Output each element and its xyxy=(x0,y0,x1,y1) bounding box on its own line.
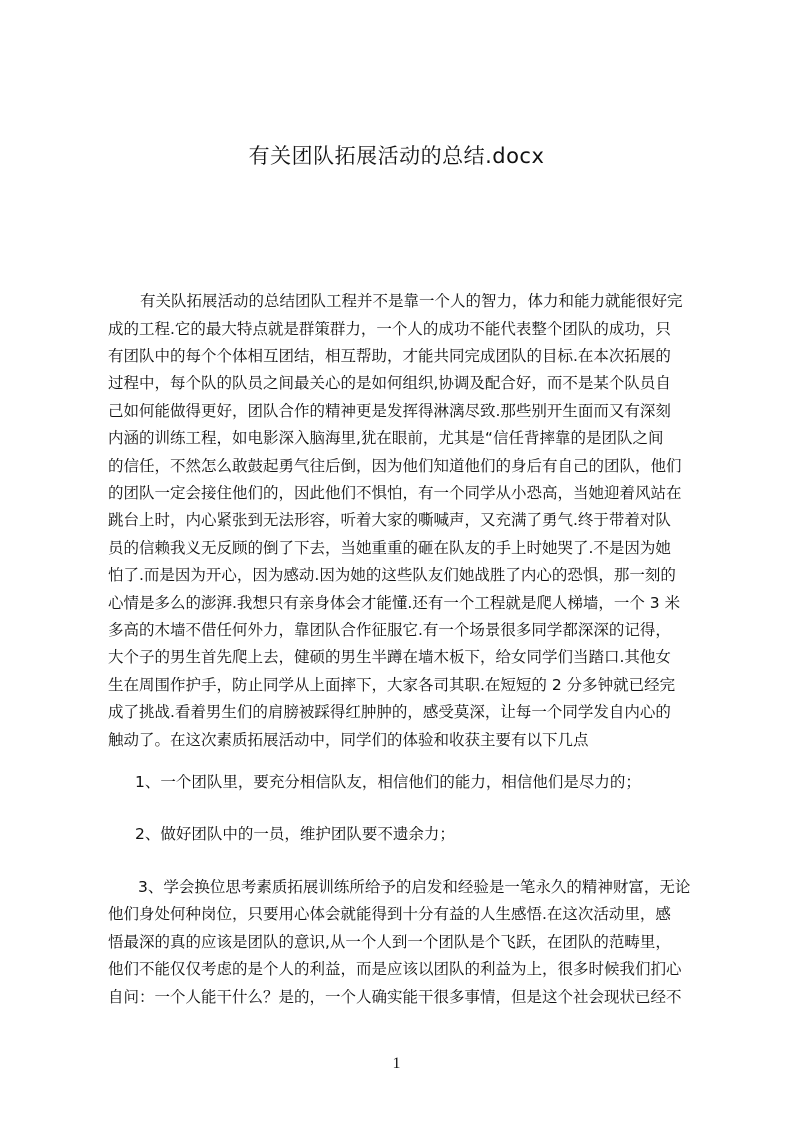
paragraph-line: 自问：一个人能干什么？是的，一个人确实能干很多事情，但是这个社会现状已经不 xyxy=(108,988,682,1006)
paragraph-line: 3、学会换位思考素质拓展训练所给予的启发和经验是一笔永久的精神财富，无论 xyxy=(138,878,691,896)
paragraph-line: 他们不能仅仅考虑的是个人的利益，而是应该以团队的利益为上，很多时候我们扪心 xyxy=(108,960,682,978)
paragraph-line: 过程中，每个队的队员之间最关心的是如何组织,协调及配合好，而不是某个队员自 xyxy=(108,374,671,392)
paragraph-line: 生在周围作护手，防止同学从上面摔下，大家各司其职.在短短的 2 分多钟就已经完 xyxy=(108,676,676,694)
paragraph-line: 有团队中的每个个体相互团结，相互帮助，才能共同完成团队的目标.在本次拓展的 xyxy=(108,347,671,365)
document-title: 有关团队拓展活动的总结.docx xyxy=(248,144,545,168)
list-item-1: 1、一个团队里，要充分相信队友，相信他们的能力，相信他们是尽力的； xyxy=(135,773,641,791)
page-number: 1 xyxy=(392,1055,401,1072)
paragraph-line: 己如何能做得更好，团队合作的精神更是发挥得淋漓尽致.那些别开生面而又有深刻 xyxy=(108,402,671,420)
paragraph-line: 触动了。在这次素质拓展活动中，同学们的体验和收获主要有以下几点 xyxy=(108,731,589,749)
paragraph-line: 成的工程.它的最大特点就是群策群力，一个人的成功不能代表整个团队的成功，只 xyxy=(108,320,671,338)
paragraph-line: 大个子的男生首先爬上去，健硕的男生半蹲在墙木板下，给女同学们当踏口.其他女 xyxy=(108,648,671,666)
paragraph-line: 的信任，不然怎么敢鼓起勇气往后倒，因为他们知道他们的身后有自己的团队，他们 xyxy=(108,457,682,475)
paragraph-line: 多高的木墙不借任何外力，靠团队合作征服它.有一个场景很多同学都深深的记得， xyxy=(108,621,671,639)
paragraph-line: 他们身处何种岗位，只要用心体会就能得到十分有益的人生感悟.在这次活动里，感 xyxy=(108,905,671,923)
paragraph-line: 的团队一定会接住他们的，因此他们不惧怕，有一个同学从小恐高，当她迎着风站在 xyxy=(108,484,682,502)
paragraph-line: 怕了.而是因为开心，因为感动.因为她的这些队友们她战胜了内心的恐惧，那一刻的 xyxy=(108,566,676,584)
paragraph-line: 跳台上时，内心紧张到无法形容，听着大家的嘶喊声，又充满了勇气.终于带着对队 xyxy=(108,511,671,529)
paragraph-line: 悟最深的真的应该是团队的意识,从一个人到一个团队是个飞跃，在团队的范畴里， xyxy=(108,933,671,951)
paragraph-line: 有关队拓展活动的总结团队工程并不是靠一个人的智力，体力和能力就能很好完 xyxy=(140,292,683,310)
paragraph-line: 内涵的训练工程，如电影深入脑海里,犹在眼前，尤其是“信任背摔靠的是团队之间 xyxy=(108,429,664,447)
paragraph-line: 员的信赖我义无反顾的倒了下去，当她重重的砸在队友的手上时她哭了.不是因为她 xyxy=(108,539,671,557)
paragraph-line: 成了挑战.看着男生们的肩膀被踩得红肿肿的，感受莫深，让每一个同学发自内心的 xyxy=(108,703,671,721)
list-item-2: 2、做好团队中的一员，维护团队要不遗余力； xyxy=(135,825,455,843)
paragraph-line: 心情是多么的澎湃.我想只有亲身体会才能懂.还有一个工程就是爬人梯墙，一个 3 米 xyxy=(108,594,681,612)
